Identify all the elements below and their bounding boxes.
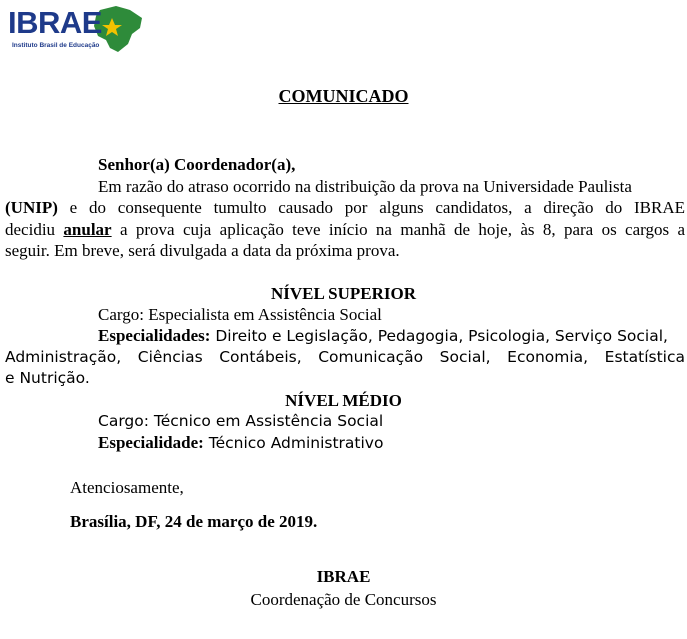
- body-line-3-rest: a prova cuja aplicação teve início na manhã de hoje, às 8, para os cargos a: [119, 220, 686, 239]
- place-date: Brasília, DF, 24 de março de 2019.: [70, 512, 318, 531]
- medio-esp-label: Especialidade:: [98, 433, 204, 452]
- ibrae-logo: [4, 4, 144, 54]
- heading-nivel-medio: NÍVEL MÉDIO: [285, 391, 402, 410]
- superior-especialidades-line-2: [5, 347, 685, 368]
- medio-especialidade: [98, 432, 383, 454]
- unip-bold: (UNIP): [5, 198, 58, 217]
- anular-emphasis: anular: [63, 220, 112, 239]
- medio-cargo: Cargo: Técnico em Assistência Social: [98, 412, 384, 430]
- body-line-3-start: decidiu: [5, 220, 56, 239]
- body-line-3: [5, 219, 685, 240]
- superior-cargo: Cargo: Especialista em Assistência Social: [98, 305, 382, 324]
- body-line-2: [5, 197, 685, 218]
- document-title: COMUNICADO: [278, 86, 409, 106]
- signature-dept: Coordenação de Concursos: [250, 590, 437, 609]
- body-line-2-rest: e do consequente tumulto causado por alguns candidatos, a direção do IBRAE: [69, 198, 685, 217]
- superior-esp-line-1: Direito e Legislação, Pedagogia, Psicologia, Serviço Social,: [215, 327, 668, 345]
- logo-brand: IBRAE: [8, 5, 102, 40]
- body-line-1: Em razão do atraso ocorrido na distribuição da prova na Universidade Paulista: [98, 177, 632, 196]
- medio-esp-value: Técnico Administrativo: [208, 434, 384, 452]
- body-line-4: seguir. Em breve, será divulgada a data da próxima prova.: [5, 241, 400, 260]
- superior-esp-line-2: Administração, Ciências Contábeis, Comunicação Social, Economia, Estatística: [5, 348, 685, 366]
- superior-esp-label: Especialidades:: [98, 326, 211, 345]
- superior-especialidades-line-3: e Nutrição.: [5, 369, 90, 387]
- closing: Atenciosamente,: [70, 478, 184, 497]
- greeting: Senhor(a) Coordenador(a),: [98, 155, 296, 174]
- heading-nivel-superior: NÍVEL SUPERIOR: [270, 284, 416, 303]
- superior-especialidades-line-1: [98, 325, 668, 347]
- logo-tagline: Instituto Brasil de Educação: [12, 42, 100, 49]
- signature-org: IBRAE: [316, 567, 371, 586]
